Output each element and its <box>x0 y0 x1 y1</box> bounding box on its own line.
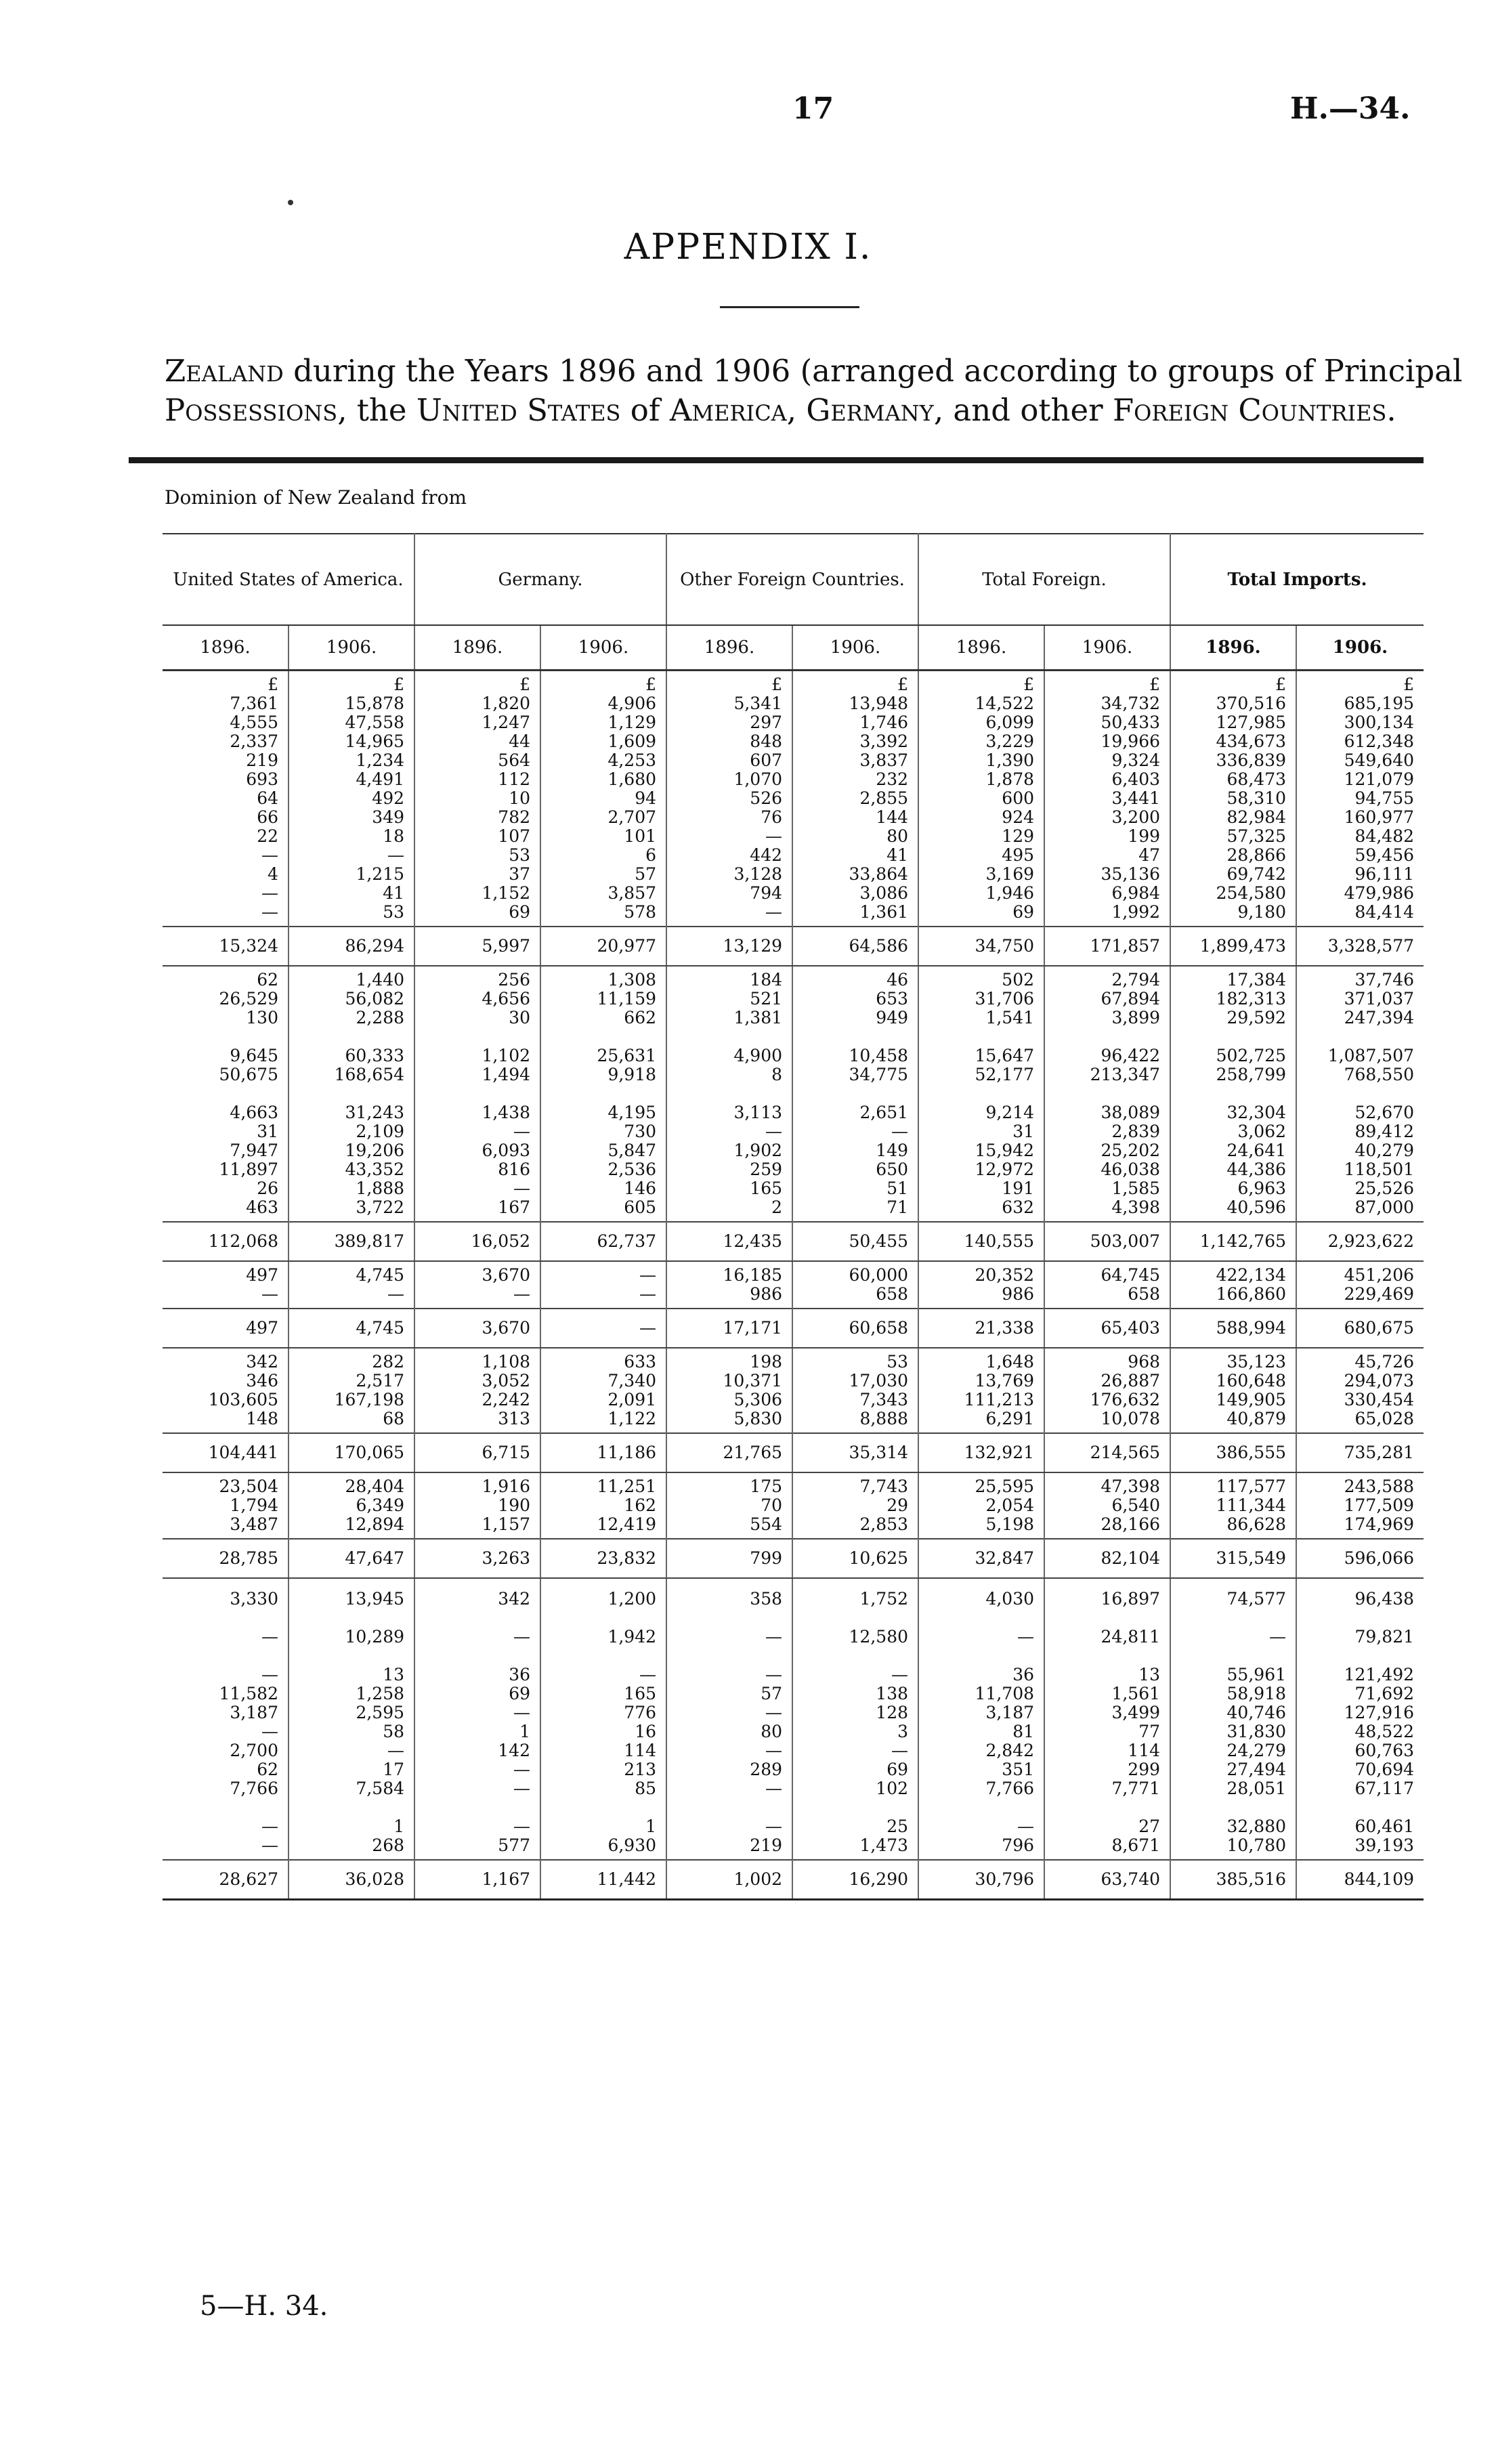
value-cell: 4,745 — <box>288 1261 414 1309</box>
subtotal-cell: 497 <box>163 1309 288 1348</box>
subtotal-cell: 21,338 <box>918 1309 1044 1348</box>
year-header: 1906. <box>288 625 414 671</box>
value-cell: 502 31,706 1,541 15,647 52,177 9,214 31 15,942 12,972 191 632 <box>918 966 1044 1222</box>
value-cell: 17,384 182,313 29,592 502,725 258,799 32,304 3,062 24,641 44,386 6,963 40,596 <box>1170 966 1296 1222</box>
title-rule <box>720 306 859 308</box>
subtotal-cell: 63,740 <box>1044 1860 1170 1900</box>
subtotal-row <box>163 1309 1424 1348</box>
value-cell: 64,745 658 <box>1044 1261 1170 1309</box>
subtotal-cell: 3,263 <box>414 1539 540 1578</box>
heading-america: America <box>669 392 787 428</box>
subtotal-cell: 82,104 <box>1044 1539 1170 1578</box>
value-cell: 117,577 111,344 86,628 <box>1170 1472 1296 1539</box>
value-cell: 3,670 — <box>414 1261 540 1309</box>
table-row <box>163 1261 1424 1309</box>
value-cell: 46 653 949 10,458 34,775 2,651 — 149 650 51 71 <box>792 966 918 1222</box>
year-header: 1906. <box>1044 625 1170 671</box>
group-header-total-imports: Total Imports. <box>1170 534 1424 625</box>
value-cell: 28,404 6,349 12,894 <box>288 1472 414 1539</box>
subtotal-cell: 11,442 <box>540 1860 666 1900</box>
subtotal-cell: 386,555 <box>1170 1433 1296 1472</box>
subtotal-cell: 13,129 <box>666 927 792 966</box>
heading-line-2 <box>165 391 1424 429</box>
subtotal-cell: — <box>540 1309 666 1348</box>
subtotal-cell: 64,586 <box>792 927 918 966</box>
heading-germany: Germany <box>806 392 934 428</box>
heading-text: , <box>786 392 807 428</box>
year-header: 1896. <box>666 625 792 671</box>
subtotal-cell: 680,675 <box>1296 1309 1424 1348</box>
value-cell: 175 70 554 <box>666 1472 792 1539</box>
value-cell: 16,185 986 <box>666 1261 792 1309</box>
heading-possessions: Possessions <box>165 392 338 428</box>
value-cell: 60,000 658 <box>792 1261 918 1309</box>
subtotal-row <box>163 1539 1424 1578</box>
subtotal-cell: 171,857 <box>1044 927 1170 966</box>
value-cell: 25,595 2,054 5,198 <box>918 1472 1044 1539</box>
value-cell: £ 5,341 297 848 607 1,070 526 76 — 442 3,128 794 — <box>666 671 792 927</box>
group-header-total-foreign: Total Foreign. <box>918 534 1170 625</box>
subtotal-cell: 385,516 <box>1170 1860 1296 1900</box>
year-header: 1906. <box>540 625 666 671</box>
footer-signature: 5—H. 34. <box>200 2291 328 2322</box>
subtotal-row <box>163 1860 1424 1900</box>
subtotal-cell: 4,745 <box>288 1309 414 1348</box>
document-reference: H.—34. <box>1290 91 1411 126</box>
value-cell: 342 346 103,605 148 <box>163 1348 288 1433</box>
subtotal-cell: 12,435 <box>666 1222 792 1261</box>
value-cell: 1,648 13,769 111,213 6,291 <box>918 1348 1044 1433</box>
subtotal-cell: 34,750 <box>918 927 1044 966</box>
subtotal-cell: 503,007 <box>1044 1222 1170 1261</box>
subtotal-cell: 1,142,765 <box>1170 1222 1296 1261</box>
subtotal-cell: 32,847 <box>918 1539 1044 1578</box>
heading-text: of <box>620 392 670 428</box>
value-cell: 13,945 10,289 13 1,258 2,595 58 — 17 7,584 1 268 <box>288 1586 414 1860</box>
value-cell: £ 13,948 1,746 3,392 3,837 232 2,855 144 80 41 33,864 3,086 1,361 <box>792 671 918 927</box>
subtotal-row <box>163 1222 1424 1261</box>
heading-text: , the <box>337 392 416 428</box>
imports-table <box>163 533 1424 1900</box>
subtotal-cell: 17,171 <box>666 1309 792 1348</box>
year-header-row <box>163 625 1424 671</box>
value-cell: 1,108 3,052 2,242 313 <box>414 1348 540 1433</box>
year-header: 1906. <box>792 625 918 671</box>
heading-united-states: United States <box>416 392 621 428</box>
subtotal-cell: 11,186 <box>540 1433 666 1472</box>
ink-speck <box>288 200 293 205</box>
heading-text: during the Years 1896 and 1906 (arranged according to groups of Principal <box>283 353 1463 389</box>
value-cell: £ 1,820 1,247 44 564 112 10 782 107 53 37 1,152 69 <box>414 671 540 927</box>
year-header: 1896. <box>918 625 1044 671</box>
value-cell: 184 521 1,381 4,900 8 3,113 — 1,902 259 165 2 <box>666 966 792 1222</box>
subtotal-cell: 596,066 <box>1296 1539 1424 1578</box>
value-cell: 1,752 12,580 — 138 128 3 — 69 102 25 1,473 <box>792 1586 918 1860</box>
table-row <box>163 966 1424 1222</box>
subtotal-cell: 104,441 <box>163 1433 288 1472</box>
table-row <box>163 1586 1424 1860</box>
subtotal-cell: 65,403 <box>1044 1309 1170 1348</box>
value-cell: 198 10,371 5,306 5,830 <box>666 1348 792 1433</box>
subtotal-cell: 735,281 <box>1296 1433 1424 1472</box>
value-cell: £ 7,361 4,555 2,337 219 693 64 66 22 — 4 — — <box>163 671 288 927</box>
year-header: 1896. <box>163 625 288 671</box>
value-cell: 256 4,656 30 1,102 1,494 1,438 — 6,093 816 — 167 <box>414 966 540 1222</box>
value-cell: 37,746 371,037 247,394 1,087,507 768,550 52,670 89,412 40,279 118,501 25,526 87,000 <box>1327 970 1415 1217</box>
year-header: 1906. <box>1296 625 1424 671</box>
value-cell: £ 370,516 127,985 434,673 336,839 68,473 58,310 82,984 57,325 28,866 69,742 254,580 9,180 <box>1170 671 1296 927</box>
subtotal-cell: 60,658 <box>792 1309 918 1348</box>
value-cell: 7,743 29 2,853 <box>792 1472 918 1539</box>
heading-line-1 <box>165 352 1463 390</box>
table-body <box>163 671 1424 1900</box>
page-number: 17 <box>792 91 834 126</box>
value-cell: 1,440 56,082 2,288 60,333 168,654 31,243 2,109 19,206 43,352 1,888 3,722 <box>288 966 414 1222</box>
value-cell: 62 26,529 130 9,645 50,675 4,663 31 7,947 11,897 26 463 <box>163 966 288 1222</box>
subtotal-cell: 15,324 <box>163 927 288 966</box>
heading-text: , and other <box>933 392 1113 428</box>
heading-text: . <box>1386 392 1396 428</box>
subtotal-cell: 30,796 <box>918 1860 1044 1900</box>
subtotal-cell: 1,167 <box>414 1860 540 1900</box>
value-cell: 497 — <box>163 1261 288 1309</box>
year-header: 1896. <box>1170 625 1296 671</box>
value-cell: 47,398 6,540 28,166 <box>1044 1472 1170 1539</box>
subtotal-cell: 3,670 <box>414 1309 540 1348</box>
value-cell: £ 685,195 300,134 612,348 549,640 121,079 94,755 160,977 84,482 59,456 96,111 479,986 84,414 <box>1344 675 1415 922</box>
value-cell: 74,577 — 55,961 58,918 40,746 31,830 24,279 27,494 28,051 32,880 10,780 <box>1170 1586 1296 1860</box>
subtotal-cell: 140,555 <box>918 1222 1044 1261</box>
value-cell: 35,123 160,648 149,905 40,879 <box>1170 1348 1296 1433</box>
subtotal-cell: 28,785 <box>163 1539 288 1578</box>
table-row <box>163 671 1424 927</box>
subtotal-cell: 35,314 <box>792 1433 918 1472</box>
year-header: 1896. <box>414 625 540 671</box>
subtotal-cell: 2,923,622 <box>1296 1222 1424 1261</box>
group-header-row <box>163 534 1424 625</box>
subtotal-cell: 214,565 <box>1044 1433 1170 1472</box>
subtotal-cell: 844,109 <box>1296 1860 1424 1900</box>
value-cell: 11,251 162 12,419 <box>540 1472 666 1539</box>
value-cell: 358 — — 57 — 80 — 289 — — 219 <box>666 1586 792 1860</box>
subtotal-cell: 62,737 <box>540 1222 666 1261</box>
value-cell: £ 15,878 47,558 14,965 1,234 4,491 492 349 18 — 1,215 41 53 <box>288 671 414 927</box>
subtotal-cell: 1,899,473 <box>1170 927 1296 966</box>
subtotal-row <box>163 1433 1424 1472</box>
value-cell: — — <box>540 1261 666 1309</box>
value-cell: £ 4,906 1,129 1,609 4,253 1,680 94 2,707 101 6 57 3,857 578 <box>540 671 666 927</box>
subtotal-cell: 112,068 <box>163 1222 288 1261</box>
subtotal-cell: 315,549 <box>1170 1539 1296 1578</box>
value-cell: 968 26,887 176,632 10,078 <box>1044 1348 1170 1433</box>
subtotal-cell: 20,977 <box>540 927 666 966</box>
value-cell: 282 2,517 167,198 68 <box>288 1348 414 1433</box>
subtotal-cell: 170,065 <box>288 1433 414 1472</box>
value-cell: 243,588 177,509 174,969 <box>1344 1477 1415 1534</box>
appendix-title: APPENDIX I. <box>624 227 872 268</box>
heading-zealand: Zealand <box>165 353 284 389</box>
value-cell: £ 14,522 6,099 3,229 1,390 1,878 600 924 129 495 3,169 1,946 69 <box>918 671 1044 927</box>
subtotal-cell: 16,290 <box>792 1860 918 1900</box>
heading-foreign-countries: Foreign Countries <box>1112 392 1387 428</box>
value-cell: 20,352 986 <box>918 1261 1044 1309</box>
group-header-germany: Germany. <box>414 534 666 625</box>
subtotal-cell: 36,028 <box>288 1860 414 1900</box>
subtotal-cell: 21,765 <box>666 1433 792 1472</box>
subtotal-cell: 10,625 <box>792 1539 918 1578</box>
group-header-usa: United States of America. <box>163 534 414 625</box>
subtotal-cell: 23,832 <box>540 1539 666 1578</box>
value-cell: 633 7,340 2,091 1,122 <box>540 1348 666 1433</box>
value-cell: 3,330 — — 11,582 3,187 — 2,700 62 7,766 — — <box>163 1586 288 1860</box>
value-cell: 45,726 294,073 330,454 65,028 <box>1344 1352 1415 1428</box>
subtotal-cell: 1,002 <box>666 1860 792 1900</box>
heading-thick-rule <box>129 457 1424 463</box>
subtotal-cell: 132,921 <box>918 1433 1044 1472</box>
group-header-other-foreign: Other Foreign Countries. <box>666 534 918 625</box>
value-cell: 1,200 1,942 — 165 776 16 114 213 85 1 6,930 <box>540 1586 666 1860</box>
value-cell: 23,504 1,794 3,487 <box>163 1472 288 1539</box>
subtotal-cell: 86,294 <box>288 927 414 966</box>
value-cell: 2,794 67,894 3,899 96,422 213,347 38,089 2,839 25,202 46,038 1,585 4,398 <box>1044 966 1170 1222</box>
table-row <box>163 1348 1424 1433</box>
subtotal-cell: 28,627 <box>163 1860 288 1900</box>
value-cell: 96,438 79,821 121,492 71,692 127,916 48,522 60,763 70,694 67,117 60,461 39,193 <box>1344 1589 1415 1855</box>
value-cell: 1,308 11,159 662 25,631 9,918 4,195 730 5,847 2,536 146 605 <box>540 966 666 1222</box>
spacer-row <box>163 1578 1424 1586</box>
value-cell: 1,916 190 1,157 <box>414 1472 540 1539</box>
value-cell: 4,030 — 36 11,708 3,187 81 2,842 351 7,766 — 796 <box>918 1586 1044 1860</box>
subtotal-cell: 47,647 <box>288 1539 414 1578</box>
value-cell: 451,206 229,469 <box>1344 1265 1415 1304</box>
subtotal-cell: 6,715 <box>414 1433 540 1472</box>
subtotal-cell: 588,994 <box>1170 1309 1296 1348</box>
subtotal-cell: 5,997 <box>414 927 540 966</box>
subtotal-cell: 50,455 <box>792 1222 918 1261</box>
value-cell: 422,134 166,860 <box>1170 1261 1296 1309</box>
subtotal-cell: 16,052 <box>414 1222 540 1261</box>
subtotal-cell: 799 <box>666 1539 792 1578</box>
value-cell: 342 — 36 69 — 1 142 — — — 577 <box>414 1586 540 1860</box>
subtotal-cell: 389,817 <box>288 1222 414 1261</box>
dominion-label: Dominion of New Zealand from <box>165 486 467 509</box>
table-row <box>163 1472 1424 1539</box>
value-cell: 53 17,030 7,343 8,888 <box>792 1348 918 1433</box>
value-cell: £ 34,732 50,433 19,966 9,324 6,403 3,441 3,200 199 47 35,136 6,984 1,992 <box>1044 671 1170 927</box>
subtotal-row <box>163 927 1424 966</box>
value-cell: 16,897 24,811 13 1,561 3,499 77 114 299 7,771 27 8,671 <box>1044 1586 1170 1860</box>
subtotal-cell: 3,328,577 <box>1296 927 1424 966</box>
